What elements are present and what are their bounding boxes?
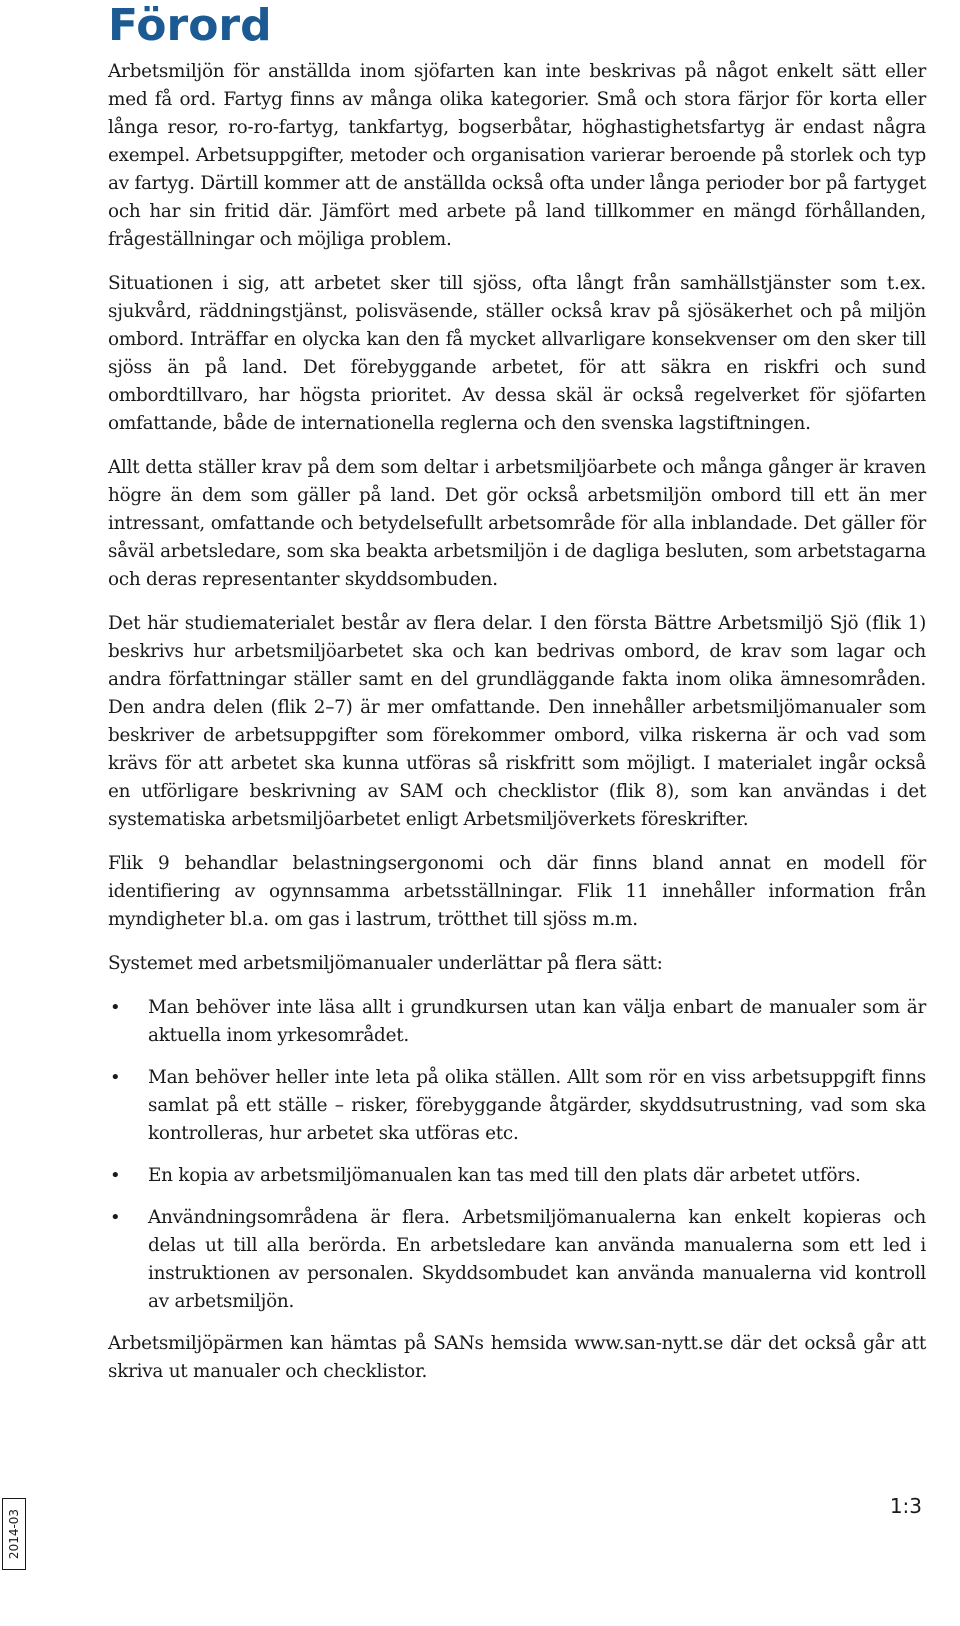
paragraph-flik: Flik 9 behandlar belastningsergonomi och där finns bland annat en modell för identifiering av ogynnsamma arbetsställningar. Flik 11 innehåller information från myndigheter bl.a. om gas i lastrum, trötthet till sjöss m.m. — [108, 853, 926, 930]
list-item — [108, 1204, 926, 1316]
bullet-icon: • — [110, 1067, 121, 1088]
document-body — [108, 58, 926, 1402]
page-title: Förord — [108, 0, 272, 51]
list-item-text: Man behöver inte läsa allt i grundkursen utan kan välja enbart de manualer som är aktuella inom yrkesområdet. — [148, 997, 926, 1046]
list-item-text: Man behöver heller inte leta på olika ställen. Allt som rör en viss arbetsuppgift finns samlat på ett ställe – risker, förebyggande åtgärder, skyddsutrustning, vad som ska kontrolleras, hur arbetet ska utföras etc. — [148, 1067, 926, 1144]
bullet-icon: • — [110, 997, 121, 1018]
list-item — [108, 1064, 926, 1148]
paragraph-intro: Arbetsmiljön för anställda inom sjöfarten kan inte beskrivas på något enkelt sätt eller med få ord. Fartyg finns av många olika kategorier. Små och stora färjor för korta eller långa resor, ro-ro-fartyg, tankfartyg, bogserbåtar, höghastighetsfartyg är endast några exempel. Arbetsuppgifter, metoder och organisation varierar beroende på storlek och typ av fartyg. Därtill kommer att de anställda också ofta under långa perioder bor på fartyget och har sin fritid där. Jämfört med arbete på land tillkommer en mängd förhållanden, frågeställningar och möjliga problem. — [108, 61, 926, 250]
bullet-icon: • — [110, 1207, 121, 1228]
list-item — [108, 1162, 926, 1190]
paragraph-closing: Arbetsmiljöpärmen kan hämtas på SANs hemsida www.san-nytt.se där det också går att skriva ut manualer och checklistor. — [108, 1333, 926, 1382]
side-date-box — [2, 1498, 26, 1570]
list-item-text: Användningsområdena är flera. Arbetsmiljömanualerna kan enkelt kopieras och delas ut till alla berörda. En arbetsledare kan använda manualerna som ett led i instruktionen av personalen. Skyddsombudet kan använda manualerna vid kontroll av arbetsmiljön. — [148, 1207, 926, 1312]
paragraph-study-material: Det här studiematerialet består av flera delar. I den första Bättre Arbetsmiljö Sjö (flik 1) beskrivs hur arbetsmiljöarbetet ska och kan bedrivas ombord, de krav som lagar och andra författningar ställer samt en del grundläggande fakta inom olika ämnesområden. Den andra delen (flik 2–7) är mer omfattande. Den innehåller arbetsmiljömanualer som beskriver de arbetsuppgifter som förekommer ombord, vilka riskerna är och vad som krävs för att arbetet ska kunna utföras så riskfritt som möjligt. I materialet ingår också en utförligare beskrivning av SAM och checklistor (flik 8), som kan användas i det systematiska arbetsmiljöarbetet enligt Arbetsmiljöverkets föreskrifter. — [108, 613, 926, 830]
side-date-label: 2014-03 — [7, 1508, 22, 1560]
page-number: 1:3 — [889, 1494, 922, 1518]
list-item-text: En kopia av arbetsmiljömanualen kan tas med till den plats där arbetet utförs. — [148, 1165, 861, 1186]
paragraph-system: Systemet med arbetsmiljömanualer underlättar på flera sätt: — [108, 953, 663, 974]
paragraph-requirements: Allt detta ställer krav på dem som deltar i arbetsmiljöarbete och många gånger är kraven högre än dem som gäller på land. Det gör också arbetsmiljön ombord till ett än mer intressant, omfattande och betydelsefullt arbetsområde för alla inblandade. Det gäller för såväl arbetsledare, som ska beakta arbetsmiljön i de dagliga besluten, som arbetstagarna och deras representanter skyddsombuden. — [108, 457, 926, 590]
bullet-icon: • — [110, 1165, 121, 1186]
paragraph-situation: Situationen i sig, att arbetet sker till sjöss, ofta långt från samhällstjänster som t.ex. sjukvård, räddningstjänst, polisväsende, ställer också krav på sjösäkerhet och på miljön ombord. Inträffar en olycka kan den få mycket allvarligare konsekvenser om den sker till sjöss än på land. Det förebyggande arbetet, för att säkra en riskfri och sund ombordtillvaro, har högsta prioritet. Av dessa skäl är också regelverket för sjöfarten omfattande, både de internationella reglerna och den svenska lagstiftningen. — [108, 273, 926, 434]
list-item — [108, 994, 926, 1050]
bullet-list — [108, 994, 926, 1316]
